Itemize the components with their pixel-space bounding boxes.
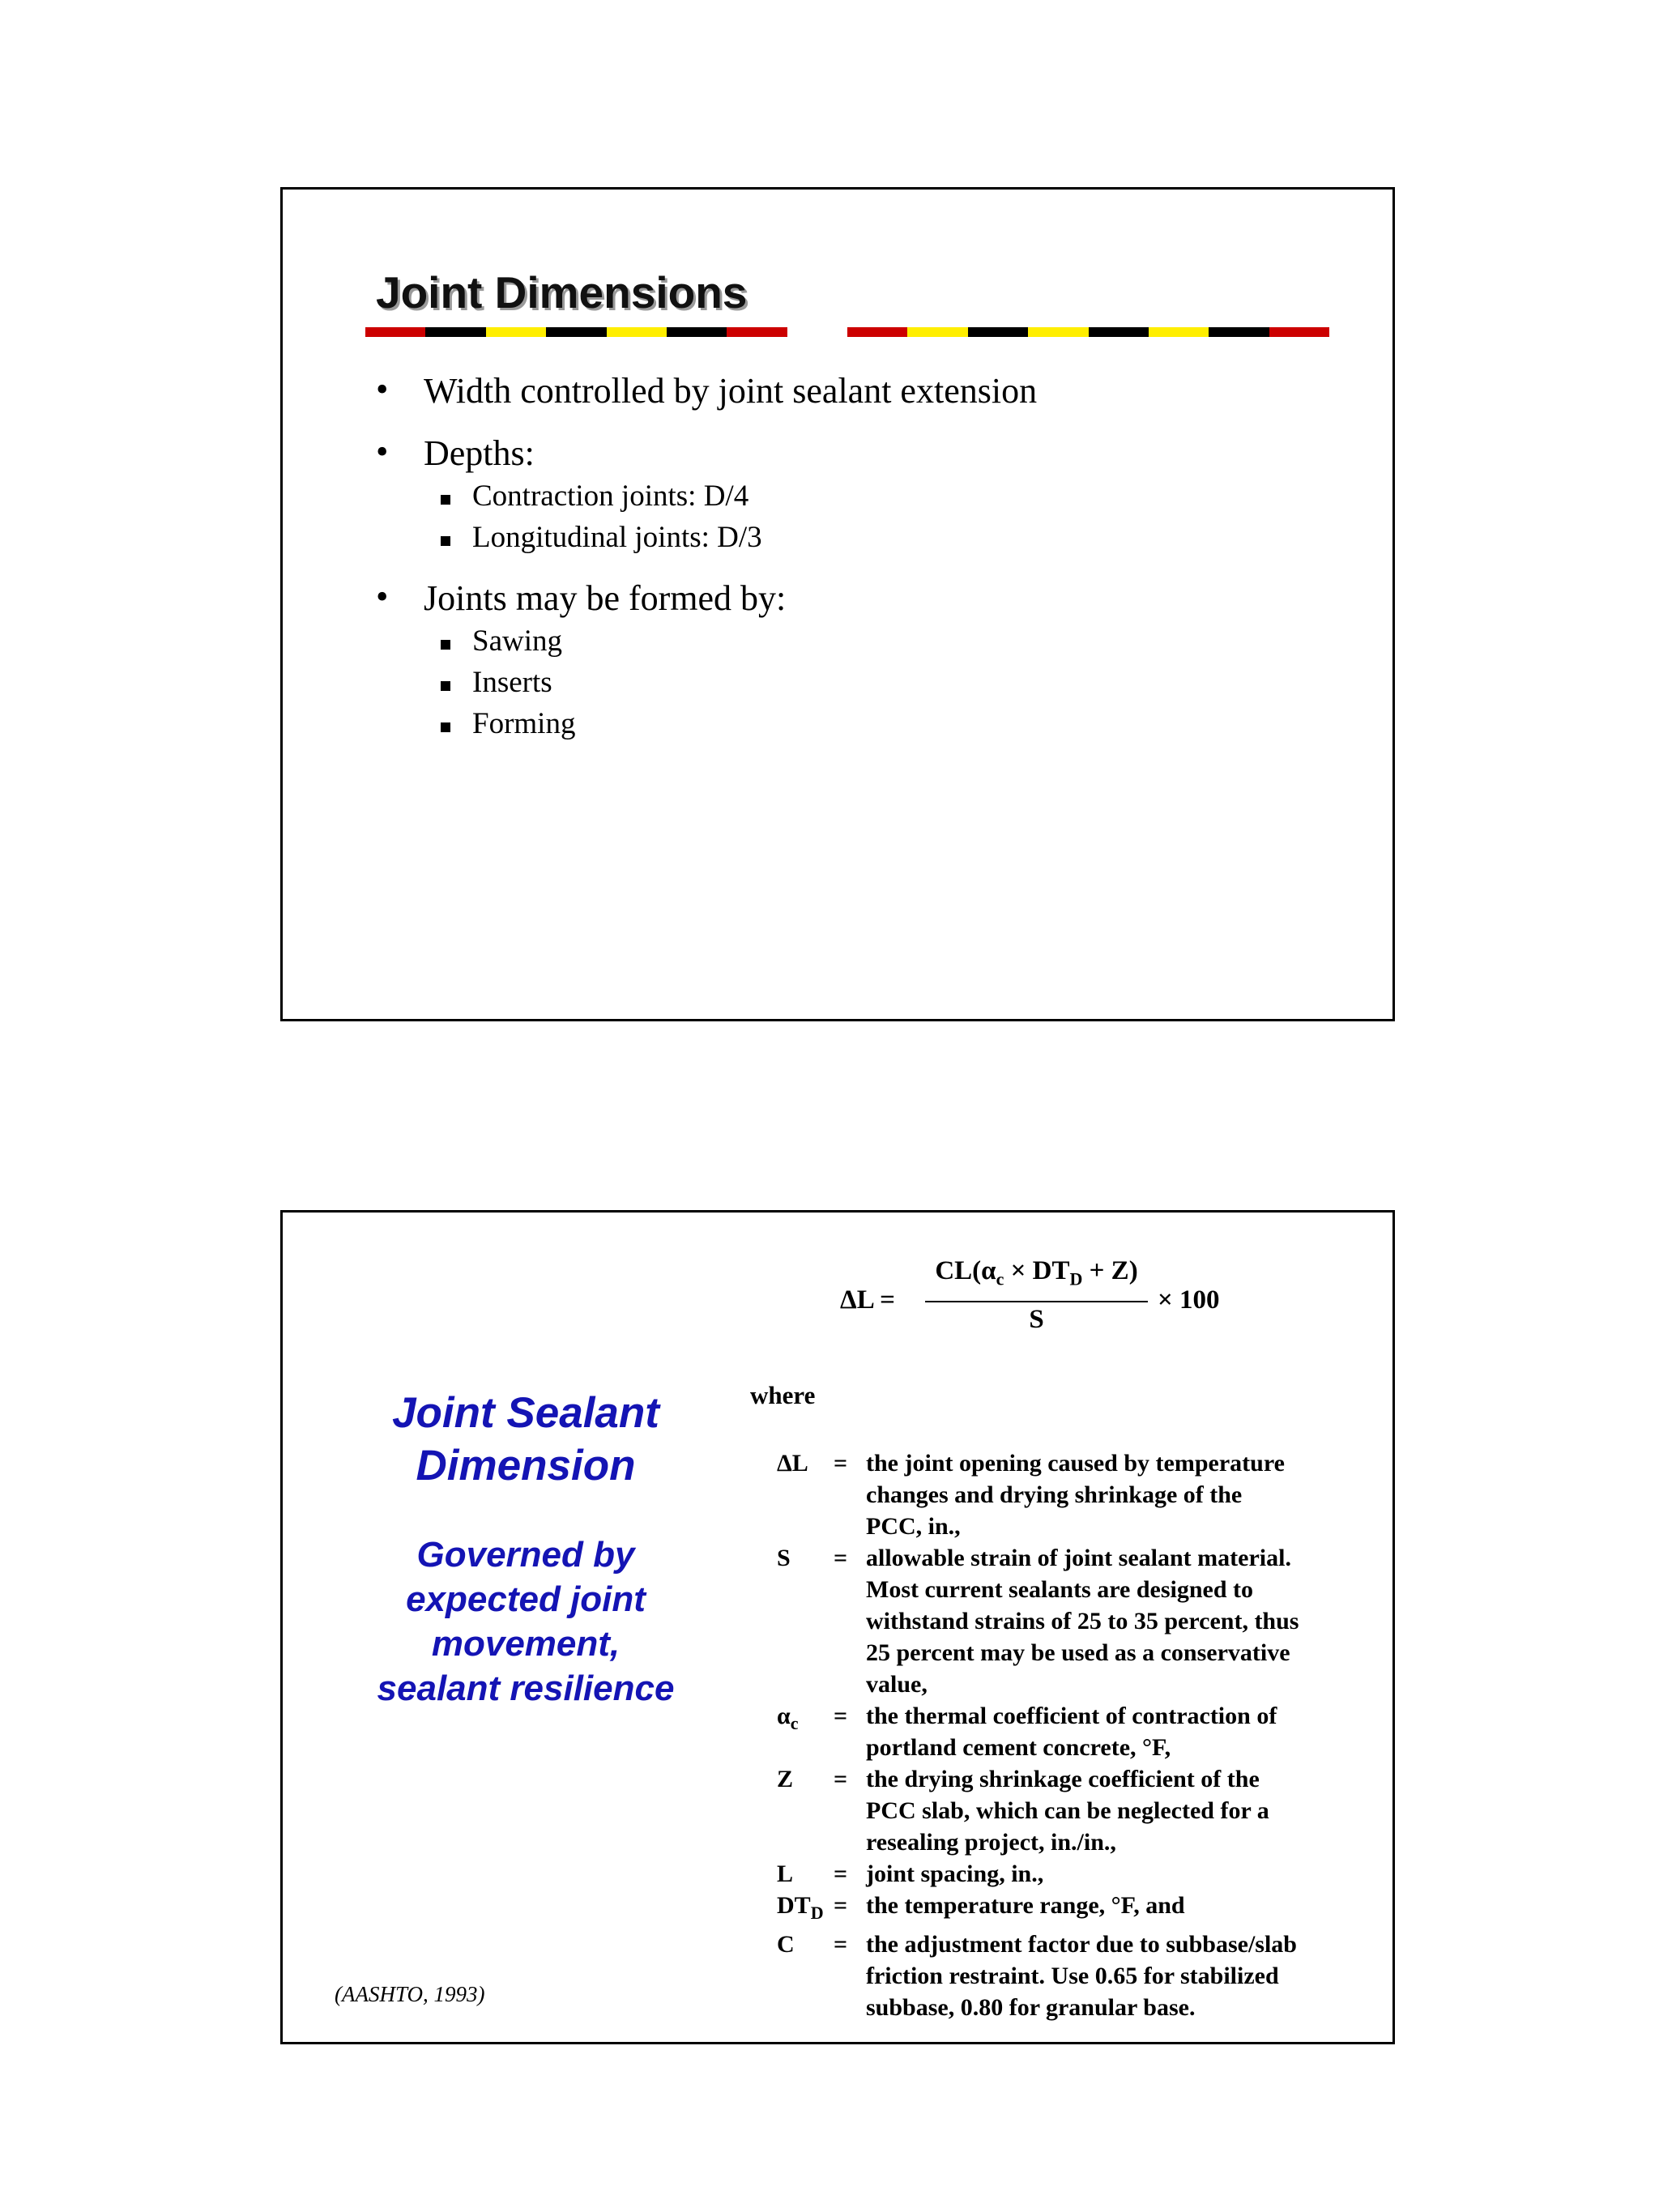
equals-sign: = [834, 1450, 848, 1477]
heading-line-1: Joint Sealant [392, 1389, 659, 1437]
bullet-dot-icon: • [376, 432, 389, 471]
square-bullet-icon [441, 495, 450, 505]
citation: (AASHTO, 1993) [335, 1982, 485, 2006]
equals-sign: = [834, 1703, 848, 1729]
definition-text: allowable strain of joint sealant material. Most current sealants are designed to withstand strains of 25 to 35 percent, thus 25 percent may be used as a conservative value, [866, 1545, 1299, 1698]
slide-heading [303, 1387, 748, 1492]
definition-symbol: Z [777, 1766, 794, 1792]
definition-symbol: $DT_D$ [777, 1892, 824, 1923]
sub-bullet-text: Contraction joints: D/4 [472, 479, 749, 513]
square-bullet-icon [441, 722, 450, 732]
stripe-segment [907, 327, 967, 337]
definition-row [777, 1700, 1303, 1763]
definition-text: joint spacing, in., [866, 1860, 1044, 1887]
definition-symbol: C [777, 1931, 795, 1958]
governed-by-text [303, 1532, 748, 1711]
stripe-segment [607, 327, 667, 337]
square-bullet-icon [441, 681, 450, 691]
sub-bullet-text: Longitudinal joints: D/3 [472, 521, 762, 554]
equals-sign: = [834, 1860, 848, 1887]
variable-definitions [777, 1447, 1303, 2023]
bullet-item [376, 577, 1037, 744]
equation-lhs: ΔL = [840, 1285, 895, 1315]
sub-bullet-item [424, 475, 1037, 517]
heading-line-2: Dimension [416, 1442, 636, 1490]
sub-bullet-text: Sawing [472, 624, 562, 658]
where-label: where [750, 1381, 816, 1409]
equals-sign: = [834, 1766, 848, 1792]
sub-bullet-item [424, 703, 1037, 744]
stripe-segment [968, 327, 1028, 337]
governed-line: expected joint [406, 1579, 646, 1619]
bullet-text: Depths: [424, 433, 535, 473]
title-underline-stripe [365, 327, 1329, 337]
governed-line: sealant resilience [377, 1669, 675, 1708]
square-bullet-icon [441, 536, 450, 546]
bullet-dot-icon: • [376, 369, 389, 409]
definition-text: the drying shrinkage coefficient of the PCC slab, which can be neglected for a resealing project, in./in., [866, 1766, 1269, 1856]
equals-sign: = [834, 1931, 848, 1958]
stripe-segment [1028, 327, 1088, 337]
equals-sign: = [834, 1545, 848, 1571]
bullet-dot-icon: • [376, 577, 389, 616]
bullet-text: Joints may be formed by: [424, 578, 787, 618]
bullet-text: Width controlled by joint sealant extension [424, 371, 1038, 411]
definition-text: the adjustment factor due to subbase/slab friction restraint. Use 0.65 for stabilized subbase, 0.80 for granular base. [866, 1931, 1297, 2021]
sub-bullet-text: Inserts [472, 666, 552, 699]
definition-row [777, 1763, 1303, 1858]
square-bullet-icon [441, 640, 450, 650]
stripe-segment [365, 327, 425, 337]
definition-text: the joint opening caused by temperature changes and drying shrinkage of the PCC, in., [866, 1450, 1285, 1540]
sub-bullet-item [424, 662, 1037, 703]
bullet-list [376, 369, 1037, 744]
slide-title: Joint Dimensions [376, 267, 748, 318]
sub-bullet-list [424, 620, 1037, 744]
stripe-segment [847, 327, 907, 337]
equation-numerator: $CL(\alpha_c \times DT_D + Z)$ [925, 1253, 1148, 1302]
definition-row [777, 1447, 1303, 1542]
stripe-segment [1089, 327, 1149, 337]
equals-sign: = [834, 1892, 848, 1919]
definition-symbol: ΔL [777, 1450, 808, 1477]
governed-line: movement, [431, 1624, 621, 1664]
stripe-segment [667, 327, 727, 337]
stripe-segment [1149, 327, 1209, 337]
sub-bullet-item [424, 517, 1037, 558]
definition-row [777, 1542, 1303, 1700]
definition-text: the thermal coefficient of contraction of portland cement concrete, °F, [866, 1703, 1277, 1761]
bullet-item [376, 432, 1037, 558]
equation-rhs: × 100 [1158, 1285, 1220, 1315]
sub-bullet-list [424, 475, 1037, 558]
sub-bullet-text: Forming [472, 707, 576, 740]
equation-denominator: S [1029, 1304, 1044, 1334]
definition-symbol: L [777, 1860, 794, 1887]
stripe-segment [1209, 327, 1269, 337]
slide-joint-dimensions [280, 187, 1395, 1021]
bullet-item [376, 369, 1037, 413]
definition-row [777, 1890, 1303, 1929]
definition-row [777, 1858, 1303, 1890]
stripe-segment [787, 327, 847, 337]
governed-line: Governed by [416, 1535, 635, 1575]
stripe-segment [1269, 327, 1329, 337]
stripe-segment [425, 327, 485, 337]
definition-symbol: S [777, 1545, 791, 1571]
definition-row [777, 1929, 1303, 2023]
sub-bullet-item [424, 620, 1037, 662]
stripe-segment [727, 327, 787, 337]
definition-text: the temperature range, °F, and [866, 1892, 1185, 1919]
stripe-segment [546, 327, 606, 337]
definition-symbol: $\alpha_c$ [777, 1703, 799, 1733]
stripe-segment [486, 327, 546, 337]
slide-joint-sealant-dimension [280, 1210, 1395, 2044]
equation-fraction [925, 1253, 1148, 1336]
